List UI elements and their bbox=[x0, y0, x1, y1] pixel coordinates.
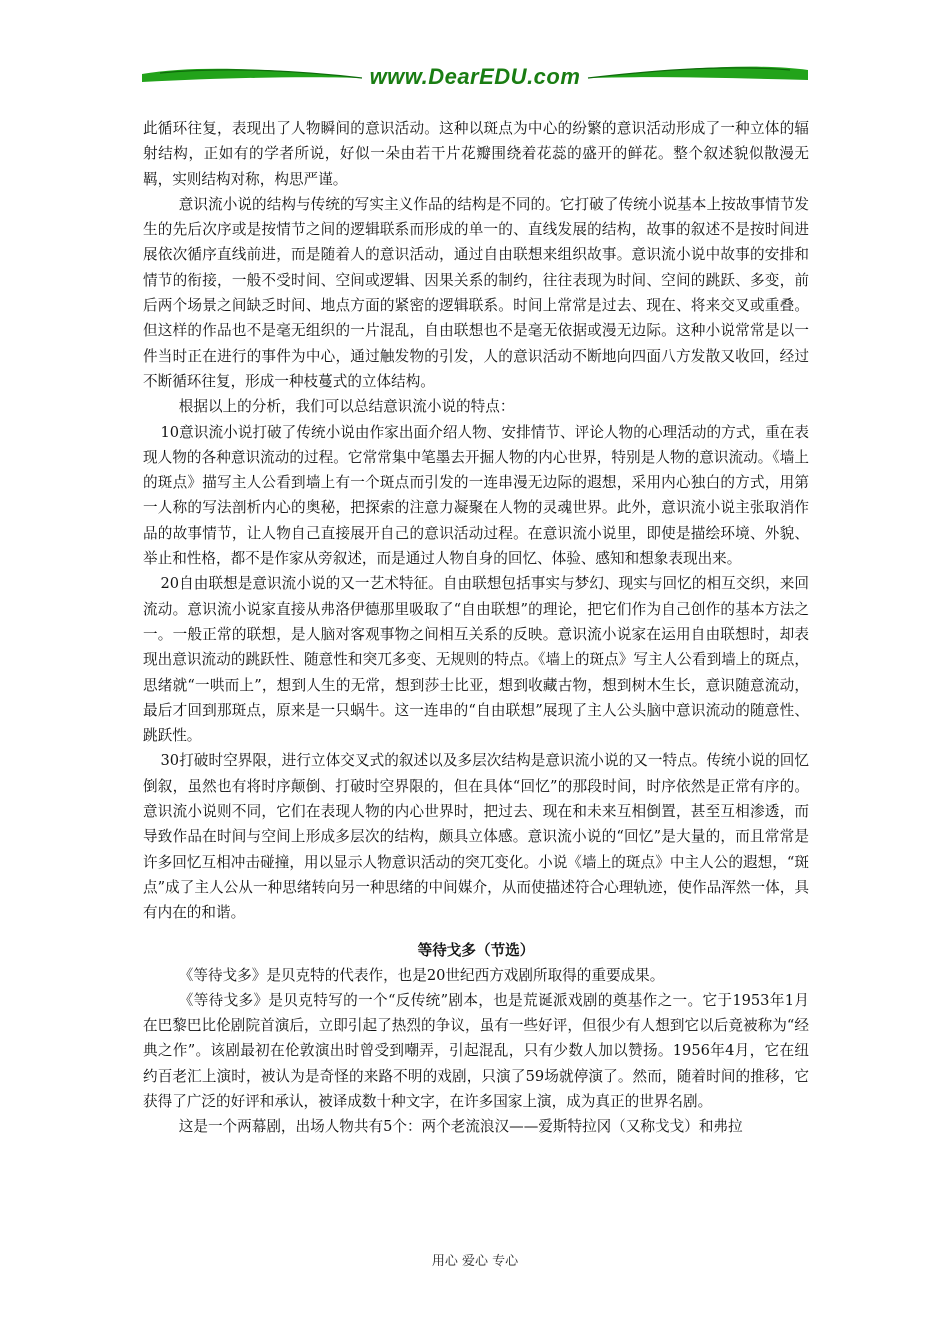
document-body bbox=[143, 116, 809, 1140]
body-paragraph: 10意识流小说打破了传统小说由作家出面介绍人物、安排情节、评论人物的心理活动的方式，重在表现人物的各种意识流动的过程。它常常集中笔墨去开掘人物的内心世界，特别是人物的意识流动。《墙上的斑点》描写主人公看到墙上有一个斑点而引发的一连串漫无边际的遐想，采用内心独白的方式，用第一人称的写法剖析内心的奥秘，把探索的注意力凝聚在人物的灵魂世界。此外，意识流小说主张取消作品的故事情节，让人物自己直接展开自己的意识活动过程。在意识流小说里，即使是描绘环境、外貌、举止和性格，都不是作家从旁叙述，而是通过人物自身的回忆、体验、感知和想象表现出来。 bbox=[143, 423, 809, 568]
body-paragraph: 意识流小说的结构与传统的写实主义作品的结构是不同的。它打破了传统小说基本上按故事情节发生的先后次序或是按情节之间的逻辑联系而形成的单一的、直线发展的结构，故事的叙述不是按时间进展依次循序直线前进，而是随着人的意识活动，通过自由联想来组织故事。意识流小说中故事的安排和情节的衔接，一般不受时间、空间或逻辑、因果关系的制约，往往表现为时间、空间的跳跃、多变，前后两个场景之间缺乏时间、地点方面的紧密的逻辑联系。时间上常常是过去、现在、将来交叉或重叠。但这样的作品也不是毫无组织的一片混乱，自由联想也不是毫无依据或漫无边际。这种小说常常是以一件当时正在进行的事件为中心，通过触发物的引发，人的意识活动不断地向四面八方发散又收回，经过不断循环往复，形成一种枝蔓式的立体结构。 bbox=[143, 195, 809, 390]
body-paragraph: 根据以上的分析，我们可以总结意识流小说的特点： bbox=[178, 398, 515, 416]
body-paragraph: 这是一个两幕剧，出场人物共有5个：两个老流浪汉——爱斯特拉冈（又称戈戈）和弗拉 bbox=[178, 1118, 743, 1136]
body-paragraph: 《等待戈多》是贝克特写的一个“反传统”剧本，也是荒诞派戏剧的奠基作之一。它于1953年1月在巴黎巴比伦剧院首演后，立即引起了热烈的争议，虽有一些好评，但很少有人想到它以后竟被称为“经典之作”。该剧最初在伦敦演出时曾受到嘲弄，引起混乱，只有少数人加以赞扬。1956年4月，它在纽约百老汇上演时，被认为是奇怪的来路不明的戏剧，只演了59场就停演了。然而，随着时间的推移，它获得了广泛的好评和承认，被译成数十种文字，在许多国家上演，成为真正的世界名剧。 bbox=[143, 991, 809, 1110]
body-paragraph: 20自由联想是意识流小说的又一艺术特征。自由联想包括事实与梦幻、现实与回忆的相互交织，来回流动。意识流小说家直接从弗洛伊德那里吸取了“自由联想”的理论，把它们作为自己创作的基本方法之一。一般正常的联想，是人脑对客观事物之间相互关系的反映。意识流小说家在运用自由联想时，却表现出意识流动的跳跃性、随意性和突兀多变、无规则的特点。《墙上的斑点》写主人公看到墙上的斑点，思绪就“一哄而上”，想到人生的无常，想到莎士比亚，想到收藏古物，想到树木生长，意识随意流动，最后才回到那斑点，原来是一只蜗牛。这一连串的“自由联想”展现了主人公头脑中意识流动的随意性、跳跃性。 bbox=[143, 575, 809, 745]
site-header-banner bbox=[140, 54, 810, 104]
body-paragraph: 此循环往复，表现出了人物瞬间的意识活动。这种以斑点为中心的纷繁的意识活动形成了一种立体的辐射结构，正如有的学者所说，好似一朵由若干片花瓣围绕着花蕊的盛开的鲜花。整个叙述貌似散漫无羁，实则结构对称，构思严谨。 bbox=[143, 120, 809, 188]
page-footer: 用心 爱心 专心 bbox=[431, 1254, 519, 1269]
body-paragraph: 30打破时空界限，进行立体交叉式的叙述以及多层次结构是意识流小说的又一特点。传统小说的回忆倒叙，虽然也有将时序颠倒、打破时空界限的，但在具体“回忆”的那段时间，时序依然是正常有序的。意识流小说则不同，它们在表现人物的内心世界时，把过去、现在和未来互相倒置，甚至互相渗透，而导致作品在时间与空间上形成多层次的结构，颇具立体感。意识流小说的“回忆”是大量的，而且常常是许多回忆互相冲击碰撞，用以显示人物意识活动的突兀变化。小说《墙上的斑点》中主人公的遐想，“斑点”成了主人公从一种思绪转向另一种思绪的中间媒介，从而使描述符合心理轨迹，使作品浑然一体，具有内在的和谐。 bbox=[143, 752, 809, 922]
body-paragraph: 《等待戈多》是贝克特的代表作，也是20世纪西方戏剧所取得的重要成果。 bbox=[178, 966, 665, 984]
site-logo[interactable]: www.DearEDU.com bbox=[369, 64, 581, 89]
section-title: 等待戈多（节选） bbox=[417, 941, 535, 959]
